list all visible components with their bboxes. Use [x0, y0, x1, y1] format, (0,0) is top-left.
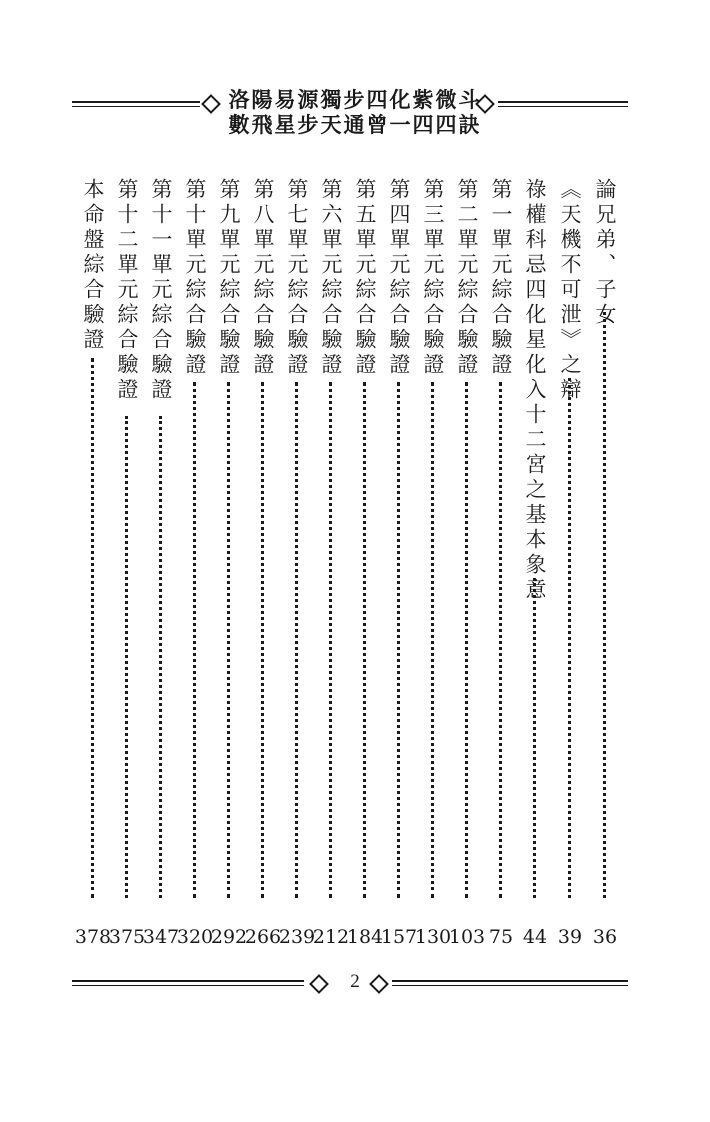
toc-leader-dots	[499, 382, 502, 898]
toc-entry-title: 第四單元綜合驗證	[387, 178, 411, 378]
toc-entry-page: 157	[380, 926, 418, 948]
header-rule-right	[498, 101, 628, 103]
toc-leader-dots	[363, 382, 366, 898]
toc-leader-dots	[295, 382, 298, 898]
toc-entry-page: 266	[244, 926, 282, 948]
toc-entry	[588, 178, 622, 948]
toc-leader-dots	[533, 578, 536, 898]
toc-entry	[76, 178, 110, 948]
toc-entry-title: 第九單元綜合驗證	[217, 178, 241, 378]
header-rule-right-thin	[498, 106, 628, 107]
toc-entry-title: 第二單元綜合驗證	[455, 178, 479, 378]
toc-entry	[314, 178, 348, 948]
toc-leader-dots	[159, 416, 162, 898]
toc-entry-page: 75	[488, 926, 514, 948]
toc-entry-page: 212	[312, 926, 350, 948]
toc-entry-title: 祿權科忌四化星化入十二宮之基本象意	[523, 178, 547, 603]
toc-entry-title: 第一單元綜合驗證	[489, 178, 513, 378]
toc-entry-title: 第十單元綜合驗證	[183, 178, 207, 378]
footer-rule-right	[392, 980, 628, 982]
toc-entry-page: 36	[592, 926, 618, 948]
toc-entry	[246, 178, 280, 948]
toc-entry-title: 第五單元綜合驗證	[353, 178, 377, 378]
toc-leader-dots	[568, 378, 571, 898]
toc-entry-title: 論兄弟、子女	[593, 178, 617, 328]
toc-entry-page: 320	[176, 926, 214, 948]
toc-entry	[212, 178, 246, 948]
toc-entry-title: 本命盤綜合驗證	[81, 178, 105, 353]
toc-entry-page: 378	[74, 926, 112, 948]
toc-entry	[484, 178, 518, 948]
toc-entry-title: 第三單元綜合驗證	[421, 178, 445, 378]
table-of-contents	[0, 178, 710, 958]
toc-leader-dots	[227, 382, 230, 898]
toc-entry-page: 347	[142, 926, 180, 948]
toc-entry	[110, 178, 144, 948]
toc-entry-title: 第十二單元綜合驗證	[115, 178, 139, 403]
header-title-line1: 洛陽易源獨步四化紫微斗	[228, 87, 482, 112]
toc-entry-title: 第六單元綜合驗證	[319, 178, 343, 378]
toc-entry-page: 130	[414, 926, 452, 948]
header-title-line2: 數飛星步天通曾一四四訣	[228, 112, 482, 137]
page-number: 2	[350, 971, 360, 992]
toc-leader-dots	[465, 382, 468, 898]
toc-entry-page: 39	[557, 926, 583, 948]
toc-entry-title: 第十一單元綜合驗證	[149, 178, 173, 403]
toc-entry	[450, 178, 484, 948]
toc-leader-dots	[193, 382, 196, 898]
toc-entry-page: 184	[346, 926, 384, 948]
toc-entry	[280, 178, 314, 948]
toc-leader-dots	[125, 416, 128, 898]
toc-entry	[178, 178, 212, 948]
toc-entry	[553, 178, 587, 948]
toc-entry-page: 103	[448, 926, 486, 948]
toc-leader-dots	[397, 382, 400, 898]
footer-rule-right-thin	[392, 985, 628, 986]
toc-entry	[144, 178, 178, 948]
toc-leader-dots	[261, 382, 264, 898]
toc-entry-title: 第七單元綜合驗證	[285, 178, 309, 378]
toc-entry-page: 292	[210, 926, 248, 948]
toc-entry-page: 44	[522, 926, 548, 948]
toc-entry	[518, 178, 552, 948]
toc-leader-dots	[329, 382, 332, 898]
toc-leader-dots	[91, 358, 94, 898]
toc-entry	[348, 178, 382, 948]
toc-entry-page: 375	[108, 926, 146, 948]
toc-entry-title: 第八單元綜合驗證	[251, 178, 275, 378]
running-header	[0, 70, 710, 140]
page-footer	[0, 965, 710, 1005]
toc-entry-title: 《天機不可泄》之辯	[558, 178, 582, 403]
toc-leader-dots	[603, 312, 606, 898]
toc-entry	[382, 178, 416, 948]
toc-entry-page: 239	[278, 926, 316, 948]
toc-leader-dots	[431, 382, 434, 898]
toc-entry	[416, 178, 450, 948]
